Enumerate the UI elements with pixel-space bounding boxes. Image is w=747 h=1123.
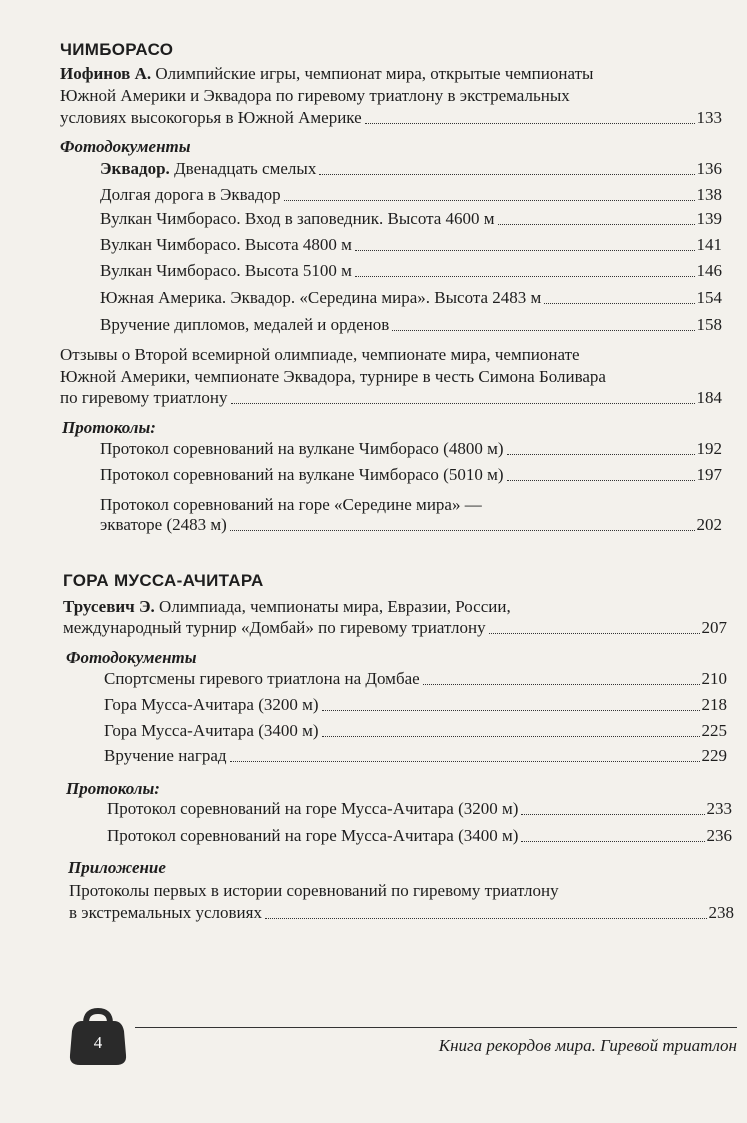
page-number: 133 (696, 108, 722, 127)
dot-leader (355, 250, 695, 251)
page-number: 158 (696, 315, 722, 334)
page-number: 141 (696, 235, 722, 254)
toc-entry-text: Гора Мусса-Ачитара (3400 м) (104, 721, 319, 740)
dot-leader (544, 303, 694, 304)
dot-leader (507, 454, 695, 455)
intro-author: Иофинов А. (60, 64, 152, 83)
toc-entry-text: в экстремальных условиях (69, 903, 262, 922)
toc-entry-text: условиях высокогорья в Южной Америке (60, 108, 362, 127)
reviews-line-2: Южной Америки, чемпионате Эквадора, турнире в честь Симона Боливара (60, 367, 606, 386)
dot-leader (507, 480, 695, 481)
toc-entry-text: Вручение наград (104, 746, 227, 765)
reviews-line-1: Отзывы о Второй всемирной олимпиаде, чемпионате мира, чемпионате (60, 345, 580, 364)
intro-text-1: Олимпиада, чемпионаты мира, Евразии, России, (154, 597, 511, 616)
page-number: 139 (696, 209, 722, 228)
intro-line-2: Южной Америки и Эквадора по гиревому триатлону в экстремальных (60, 86, 570, 105)
toc-entry-protocol[interactable] (107, 798, 732, 820)
footer-rule (135, 1027, 737, 1028)
toc-entry-text: Вулкан Чимборасо. Высота 4800 м (100, 235, 352, 254)
dot-leader (230, 761, 700, 762)
dot-leader (231, 403, 695, 404)
toc-entry-photo[interactable] (104, 668, 727, 690)
protocol-heading: Протоколы: (62, 418, 156, 437)
appendix-line-1: Протоколы первых в истории соревнований по гиревому триатлону (69, 881, 559, 900)
page-number: 192 (696, 439, 722, 458)
toc-entry-photo[interactable] (104, 694, 727, 716)
toc-entry-text: по гиревому триатлону (60, 388, 228, 407)
appendix-heading: Приложение (68, 858, 166, 877)
section-title-mussa: ГОРА МУССА-АЧИТАРА (63, 571, 264, 590)
toc-entry-photo[interactable] (104, 720, 727, 742)
toc-entry-intro[interactable] (63, 617, 727, 639)
toc-entry-text: Гора Мусса-Ачитара (3200 м) (104, 695, 319, 714)
toc-entry-protocol[interactable] (100, 514, 722, 536)
protocol-heading: Протоколы: (66, 779, 160, 798)
page-number: 146 (696, 261, 722, 280)
intro-line-1 (63, 596, 511, 618)
toc-entry-text: Двенадцать смелых (169, 159, 317, 178)
section-title-chimborazo: ЧИМБОРАСО (60, 40, 174, 59)
dot-leader (365, 123, 695, 124)
page-number: 210 (701, 669, 727, 688)
intro-text-1: Олимпийские игры, чемпионат мира, открытые чемпионаты (151, 64, 594, 83)
toc-entry-text: Долгая дорога в Эквадор (100, 185, 281, 204)
dot-leader (319, 174, 694, 175)
toc-entry-text: международный турнир «Домбай» по гиревому триатлону (63, 618, 486, 637)
toc-entry-bold: Эквадор. (100, 159, 170, 178)
photo-heading: Фотодокументы (66, 648, 197, 667)
page-number: 202 (696, 515, 722, 534)
page-number: 154 (696, 288, 722, 307)
toc-entry-text: Вулкан Чимборасо. Вход в заповедник. Высота 4600 м (100, 209, 495, 228)
dot-leader (521, 814, 704, 815)
toc-entry-photo[interactable] (100, 184, 722, 206)
page-number: 197 (696, 465, 722, 484)
intro-line-1 (60, 63, 593, 85)
toc-entry-protocol[interactable] (100, 438, 722, 460)
dot-leader (265, 918, 707, 919)
toc-entry-photo[interactable] (100, 287, 722, 309)
toc-entry-text: Вулкан Чимборасо. Высота 5100 м (100, 261, 352, 280)
toc-entry-text: Протокол соревнований на вулкане Чимборасо (4800 м) (100, 439, 504, 458)
toc-entry-photo[interactable] (100, 158, 722, 180)
page-number: 238 (708, 903, 734, 922)
dot-leader (230, 530, 695, 531)
dot-leader (392, 330, 694, 331)
toc-entry-appendix[interactable] (69, 902, 734, 924)
page-number: 138 (696, 185, 722, 204)
toc-entry-photo[interactable] (100, 234, 722, 256)
toc-entry-protocol[interactable] (100, 464, 722, 486)
dot-leader (521, 841, 704, 842)
page-number: 233 (706, 799, 732, 818)
dot-leader (355, 276, 695, 277)
toc-entry-intro[interactable] (60, 107, 722, 129)
dot-leader (423, 684, 700, 685)
dot-leader (489, 633, 700, 634)
toc-entry-text: Спортсмены гиревого триатлона на Домбае (104, 669, 420, 688)
protocol-multi-line-1: Протокол соревнований на горе «Середине мира» — (100, 495, 482, 514)
toc-entry-photo[interactable] (104, 745, 727, 767)
page-number: 218 (701, 695, 727, 714)
dot-leader (322, 736, 700, 737)
toc-entry-text: экваторе (2483 м) (100, 515, 227, 534)
toc-entry-text: Вручение дипломов, медалей и орденов (100, 315, 390, 334)
toc-entry-text: Протокол соревнований на горе Мусса-Ачитара (3200 м) (107, 799, 519, 818)
page-number-badge: 4 (93, 1033, 103, 1052)
toc-entry-text: Протокол соревнований на горе Мусса-Ачитара (3400 м) (107, 826, 519, 845)
page-number: 236 (706, 826, 732, 845)
page-number: 207 (701, 618, 727, 637)
intro-author: Трусевич Э. (63, 597, 155, 616)
photo-heading: Фотодокументы (60, 137, 191, 156)
toc-entry-protocol[interactable] (107, 825, 732, 847)
page-number: 225 (701, 721, 727, 740)
toc-entry-reviews[interactable] (60, 387, 722, 409)
dot-leader (284, 200, 695, 201)
page-number: 229 (701, 746, 727, 765)
toc-entry-photo[interactable] (100, 314, 722, 336)
dot-leader (322, 710, 700, 711)
page-number: 184 (696, 388, 722, 407)
toc-entry-photo[interactable] (100, 260, 722, 282)
toc-entry-text: Протокол соревнований на вулкане Чимборасо (5010 м) (100, 465, 504, 484)
dot-leader (498, 224, 695, 225)
toc-entry-text: Южная Америка. Эквадор. «Середина мира». Высота 2483 м (100, 288, 542, 307)
footer-caption: Книга рекордов мира. Гиревой триатлон (438, 1036, 737, 1055)
page-number: 136 (696, 159, 722, 178)
toc-entry-photo[interactable] (100, 208, 722, 230)
